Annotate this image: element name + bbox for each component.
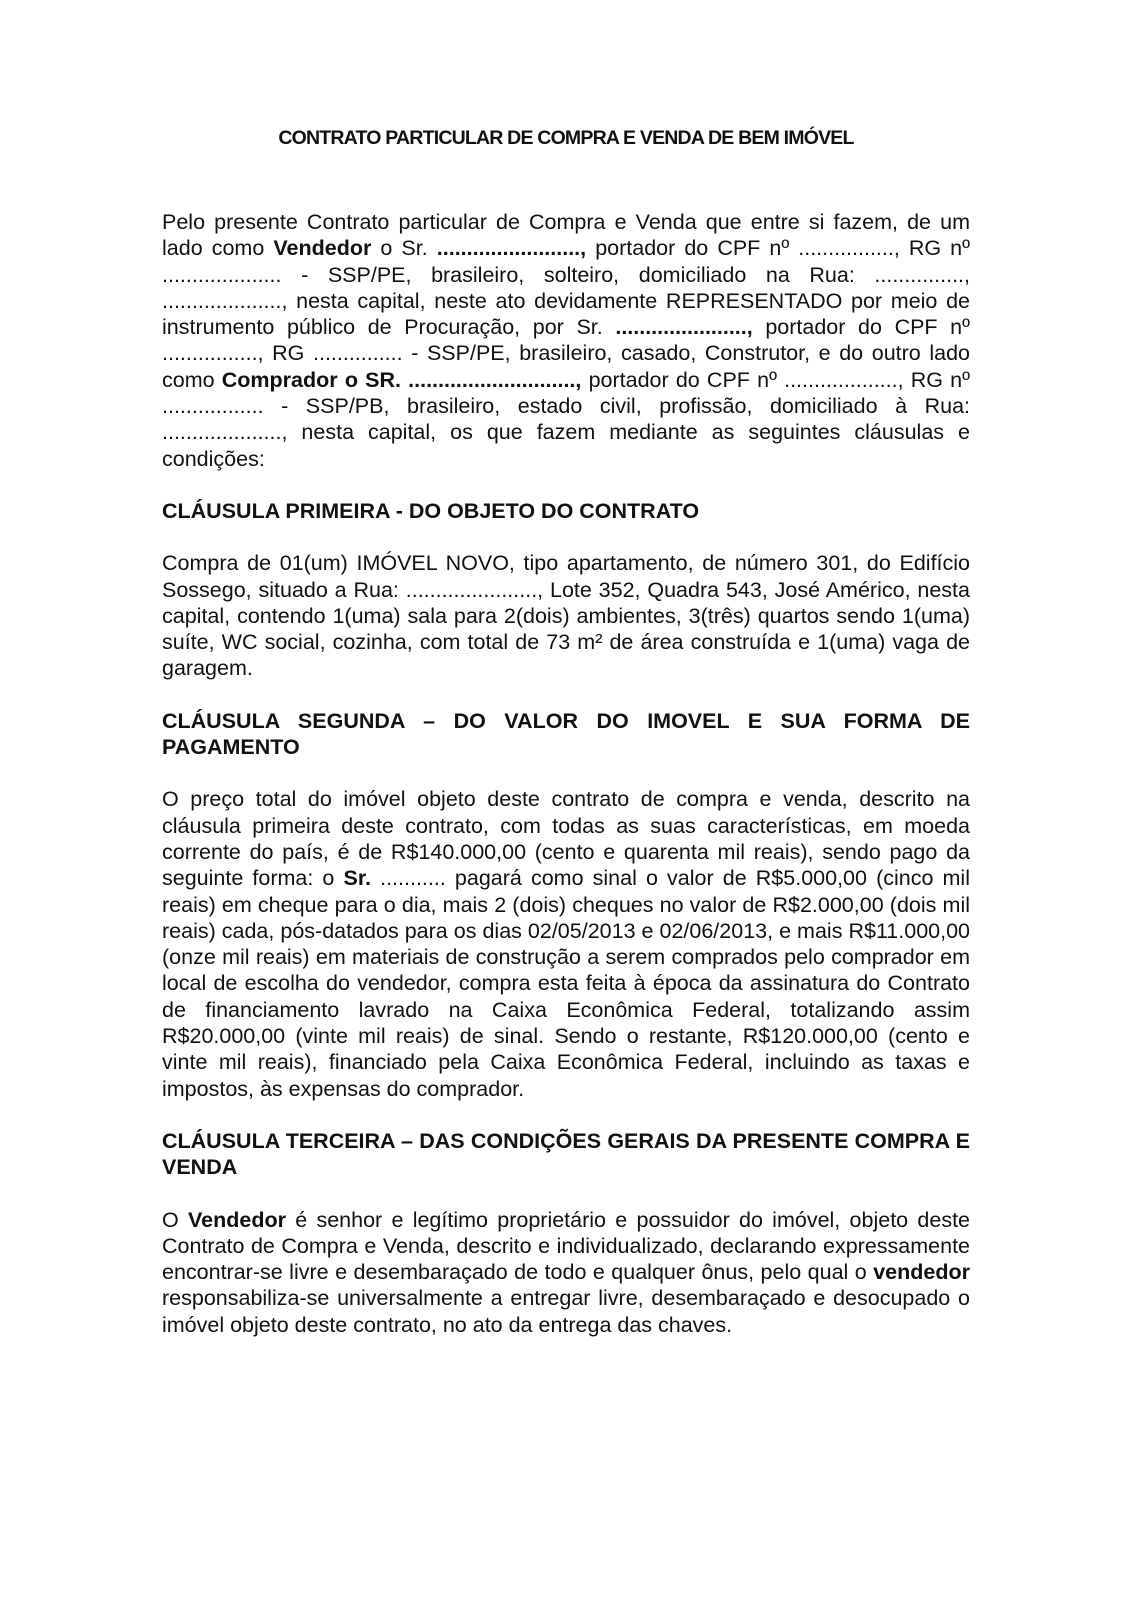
document-page bbox=[162, 126, 970, 1338]
document-title: CONTRATO PARTICULAR DE COMPRA E VENDA DE BEM IMÓVEL bbox=[278, 127, 854, 149]
clause1-text: Compra de 01(um) IMÓVEL NOVO, tipo apartamento, de número 301, do Edifício Sossego, situado a Rua: ......................, Lote 352, Quadra 543, José Américo, nesta capital, contendo 1(uma) sala para 2(dois) ambientes, 3(três) quartos sendo 1(uma) suíte, WC social, cozinha, com total de 73 m² de área construída e 1(uma) vaga de garagem. bbox=[162, 551, 970, 681]
clause3-bold-vendedor-2: vendedor bbox=[873, 1260, 970, 1285]
clause1-heading: CLÁUSULA PRIMEIRA - DO OBJETO DO CONTRATO bbox=[162, 498, 700, 523]
clause3-text bbox=[162, 1207, 970, 1338]
clause3-bold-vendedor: Vendedor bbox=[188, 1207, 286, 1232]
clause2-text-1: O preço total do imóvel objeto deste contrato de compra e venda, descrito na cláusula primeira deste contrato, com todas as suas características, em moeda corrente do país, é de R$140.000,00 (cento e quarenta mil reais), sendo pago da seguinte forma: o bbox=[162, 787, 970, 891]
intro-text-5: portador do CPF nº ..................., RG nº ................. - SSP/PB, brasileiro, estado civil, profissão, domiciliado à Rua: ...................., nesta capital, os que fazem mediante as seguintes cláusulas e condições: bbox=[162, 367, 970, 471]
intro-text-3: portador do CPF nº ................, RG nº .................... - SSP/PE, brasileiro, solteiro, domiciliado na Rua: ..............., ...................., nesta capital, neste ato devidamente REPRESENTADO por meio de instrumento público de Procuração, por Sr. bbox=[162, 236, 970, 340]
clause2-text bbox=[162, 786, 970, 1102]
intro-paragraph bbox=[162, 209, 970, 472]
intro-bold-vendedor: Vendedor bbox=[273, 236, 372, 261]
clause3-heading: CLÁUSULA TERCEIRA – DAS CONDIÇÕES GERAIS DA PRESENTE COMPRA E VENDA bbox=[162, 1128, 970, 1180]
intro-bold-procurador-blank: ......................, bbox=[615, 315, 753, 340]
clause3-text-1: O bbox=[162, 1207, 188, 1232]
clause3-text-3: responsabiliza-se universalmente a entregar livre, desembaraçado e desocupado o imóvel objeto deste contrato, no ato da entrega das chaves. bbox=[162, 1286, 970, 1337]
clause2-bold-sr: Sr. bbox=[343, 866, 371, 891]
clause2-text-2: ........... pagará como sinal o valor de R$5.000,00 (cinco mil reais) em cheque para o dia, mais 2 (dois) cheques no valor de R$2.000,00 (dois mil reais) cada, pós-datados para os dias 02/05/2013 e 02/06/2013, e mais R$11.000,00 (onze mil reais) em materiais de construção a serem comprados pelo comprador em local de escolha do vendedor, compra esta feita à época da assinatura do Contrato de financiamento lavrado na Caixa Econômica Federal, totalizando assim R$20.000,00 (vinte mil reais) de sinal. Sendo o restante, R$120.000,00 (cento e vinte mil reais), financiado pela Caixa Econômica Federal, incluindo as taxas e impostos, às expensas do comprador. bbox=[162, 866, 970, 1101]
intro-text-2: o Sr. bbox=[371, 236, 437, 261]
intro-bold-sr-blank: ........................, bbox=[436, 236, 587, 261]
clause3-text-2: é senhor e legítimo proprietário e possuidor do imóvel, objeto deste Contrato de Compra e Venda, descrito e individualizado, declarando expressamente encontrar-se livre e desembaraçado de todo e qualquer ônus, pelo qual o bbox=[162, 1207, 970, 1285]
intro-text-1: Pelo presente Contrato particular de Compra e Venda que entre si fazem, de um lado como bbox=[162, 210, 970, 261]
intro-bold-comprador: Comprador o SR. ............................, bbox=[221, 367, 582, 392]
intro-text-4: portador do CPF nº ................, RG ............... - SSP/PE, brasileiro, casado, Construtor, e do outro lado como bbox=[162, 315, 970, 392]
clause2-heading: CLÁUSULA SEGUNDA – DO VALOR DO IMOVEL E SUA FORMA DE PAGAMENTO bbox=[162, 708, 970, 760]
